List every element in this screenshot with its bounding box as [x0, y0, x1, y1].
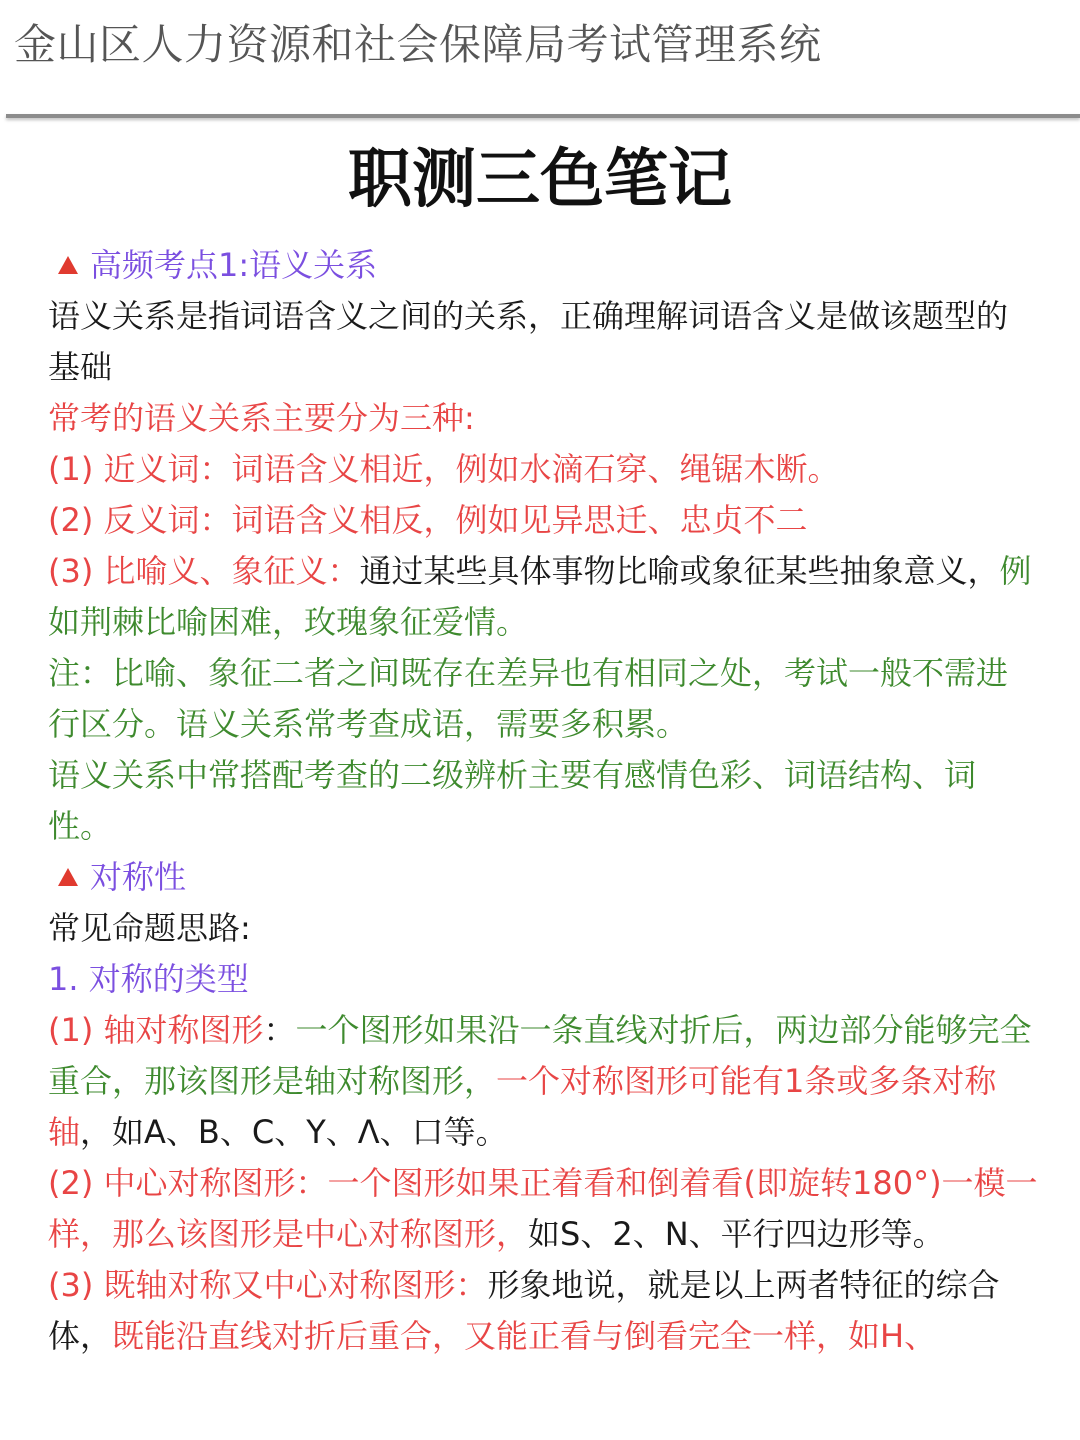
semantic-item-antonym: (2) 反义词：词语含义相反，例如见异思迁、忠贞不二	[48, 501, 808, 539]
symmetry-intro: 常见命题思路:	[48, 909, 251, 947]
semantic-note-secondary: 语义关系中常搭配考查的二级辨析主要有感情色彩、词语结构、词性。	[48, 756, 977, 845]
app-header	[0, 0, 1080, 112]
semantic-types-heading: 常考的语义关系主要分为三种:	[48, 399, 475, 437]
symmetry-subheading: 1. 对称的类型	[48, 960, 249, 998]
header-divider	[6, 114, 1080, 118]
system-title: 金山区人力资源和社会保障局考试管理系统	[14, 20, 822, 69]
semantic-intro: 语义关系是指词语含义之间的关系，正确理解词语含义是做该题型的基础	[48, 297, 1009, 386]
semantic-item-synonym: (1) 近义词：词语含义相近，例如水滴石穿、绳锯木断。	[48, 450, 840, 488]
section-heading-symmetry: 对称性	[48, 852, 1038, 903]
red-triangle-icon	[58, 256, 78, 274]
symmetry-axial: (1) 轴对称图形：一个图形如果沿一条直线对折后，两边部分能够完全重合，那该图形是轴对称图形，一个对称图形可能有1条或多条对称轴，如A、B、C、Y、Λ、口等。	[48, 1011, 1032, 1151]
semantic-item-metaphor: (3) 比喻义、象征义：通过某些具体事物比喻或象征某些抽象意义，例如荆棘比喻困难，玫瑰象征爱情。	[48, 552, 1032, 641]
symmetry-both: (3) 既轴对称又中心对称图形：形象地说，就是以上两者特征的综合体，既能沿直线对折后重合，又能正看与倒看完全一样，如H、	[48, 1266, 1000, 1355]
notes-content	[48, 240, 1038, 1362]
symmetry-central: (2) 中心对称图形：一个图形如果正着看和倒着看(即旋转180°)一模一样，那么该图形是中心对称图形，如S、2、N、平行四边形等。	[48, 1164, 1038, 1253]
section-heading-semantic: 高频考点1:语义关系	[48, 240, 1038, 291]
semantic-note: 注：比喻、象征二者之间既存在差异也有相同之处，考试一般不需进行区分。语义关系常考查成语，需要多积累。	[48, 654, 1009, 743]
page-title: 职测三色笔记	[348, 143, 732, 217]
red-triangle-icon	[58, 868, 78, 886]
